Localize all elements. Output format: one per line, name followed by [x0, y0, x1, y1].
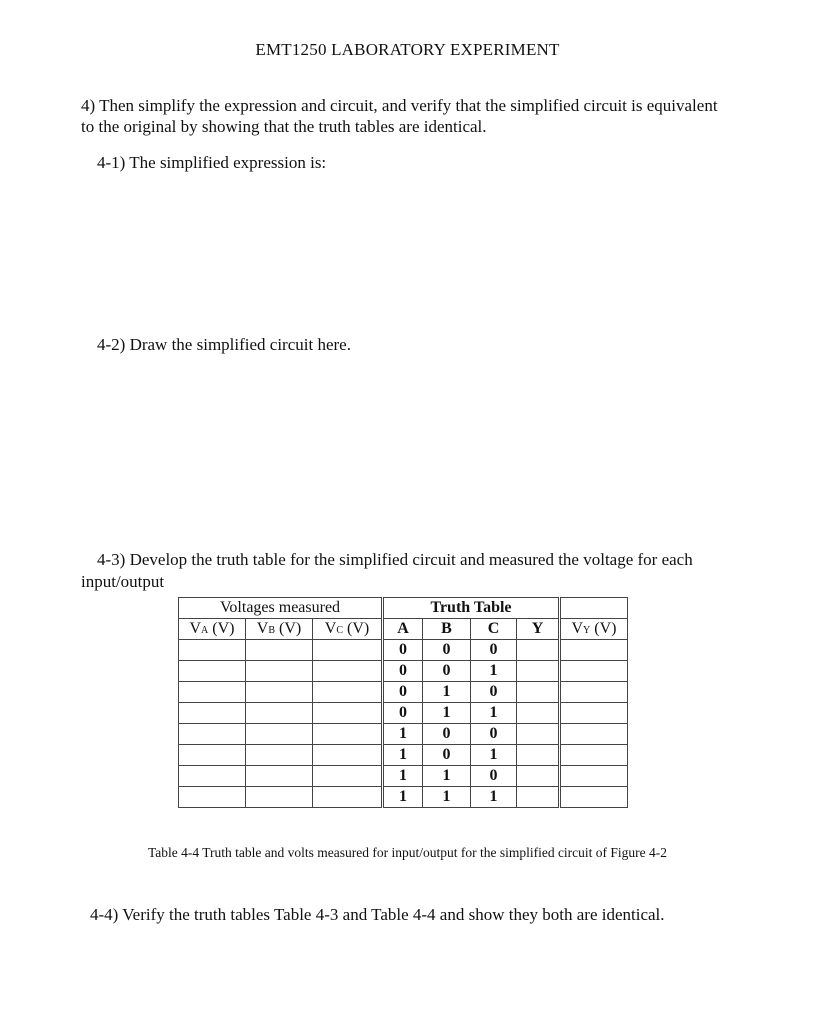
a-cell: 1 [383, 724, 423, 745]
a-cell: 0 [383, 703, 423, 724]
vc-cell[interactable] [313, 787, 383, 808]
table-row [179, 787, 628, 808]
c-cell: 0 [471, 766, 517, 787]
table-row [179, 682, 628, 703]
question-4-2-text: 4-2) Draw the simplified circuit here. [97, 335, 351, 354]
va-cell[interactable] [179, 703, 246, 724]
vy-column-header: VY (V) [560, 619, 628, 640]
table-row [179, 766, 628, 787]
vy-group-header-empty [560, 598, 628, 619]
a-cell: 0 [383, 661, 423, 682]
c-column-header: C [471, 619, 517, 640]
vy-cell[interactable] [560, 640, 628, 661]
vy-cell[interactable] [560, 724, 628, 745]
va-cell[interactable] [179, 724, 246, 745]
table-row [179, 703, 628, 724]
y-column-header: Y [517, 619, 560, 640]
vb-cell[interactable] [246, 787, 313, 808]
b-cell: 0 [423, 724, 471, 745]
c-cell: 0 [471, 682, 517, 703]
truth-table [178, 597, 628, 808]
vy-cell[interactable] [560, 703, 628, 724]
table-row [179, 640, 628, 661]
vb-cell[interactable] [246, 766, 313, 787]
vy-cell[interactable] [560, 787, 628, 808]
vb-cell[interactable] [246, 703, 313, 724]
a-column-header: A [383, 619, 423, 640]
vy-cell[interactable] [560, 745, 628, 766]
table-row [179, 745, 628, 766]
a-cell: 1 [383, 787, 423, 808]
y-cell[interactable] [517, 745, 560, 766]
vy-cell[interactable] [560, 661, 628, 682]
vy-cell[interactable] [560, 682, 628, 703]
va-cell[interactable] [179, 766, 246, 787]
c-cell: 1 [471, 745, 517, 766]
question-4-1-text: 4-1) The simplified expression is: [97, 153, 327, 172]
y-cell[interactable] [517, 661, 560, 682]
vb-cell[interactable] [246, 682, 313, 703]
table-caption: Table 4-4 Truth table and volts measured for input/output for the simplified circuit of Figure 4-2 [147, 845, 668, 860]
c-cell: 1 [471, 703, 517, 724]
c-cell: 0 [471, 640, 517, 661]
truth-table-header: Truth Table [383, 598, 560, 619]
vc-cell[interactable] [313, 724, 383, 745]
va-cell[interactable] [179, 787, 246, 808]
vc-column-header: VC (V) [313, 619, 383, 640]
va-cell[interactable] [179, 682, 246, 703]
vb-column-header: VB (V) [246, 619, 313, 640]
b-cell: 0 [423, 661, 471, 682]
a-cell: 0 [383, 640, 423, 661]
b-cell: 1 [423, 682, 471, 703]
b-cell: 1 [423, 766, 471, 787]
b-column-header: B [423, 619, 471, 640]
va-cell[interactable] [179, 745, 246, 766]
vb-cell[interactable] [246, 745, 313, 766]
b-cell: 1 [423, 787, 471, 808]
question-4-3-text: 4-3) Develop the truth table for the simplified circuit and measured the voltage for each [97, 550, 693, 569]
y-cell[interactable] [517, 724, 560, 745]
y-cell[interactable] [517, 787, 560, 808]
b-cell: 0 [423, 745, 471, 766]
table-row [179, 661, 628, 682]
va-cell[interactable] [179, 661, 246, 682]
voltages-measured-header: Voltages measured [179, 598, 383, 619]
vb-cell[interactable] [246, 661, 313, 682]
question-4-text: 4) Then simplify the expression and circuit, and verify that the simplified circuit is equivalent to the original by showing that the truth tables are identical. [81, 96, 718, 136]
table-group-header-row [179, 598, 628, 619]
c-cell: 0 [471, 724, 517, 745]
a-cell: 0 [383, 682, 423, 703]
b-cell: 0 [423, 640, 471, 661]
y-cell[interactable] [517, 766, 560, 787]
a-cell: 1 [383, 745, 423, 766]
question-4-3-text-continued: input/output [81, 572, 165, 591]
y-cell[interactable] [517, 682, 560, 703]
table-column-header-row [179, 619, 628, 640]
vb-cell[interactable] [246, 640, 313, 661]
vc-cell[interactable] [313, 640, 383, 661]
vc-cell[interactable] [313, 661, 383, 682]
vc-cell[interactable] [313, 703, 383, 724]
page-header: EMT1250 LABORATORY EXPERIMENT [255, 40, 560, 59]
vc-cell[interactable] [313, 682, 383, 703]
va-column-header: VA (V) [179, 619, 246, 640]
a-cell: 1 [383, 766, 423, 787]
va-cell[interactable] [179, 640, 246, 661]
table-row [179, 724, 628, 745]
question-4-4-text: 4-4) Verify the truth tables Table 4-3 and Table 4-4 and show they both are identical. [90, 905, 665, 924]
c-cell: 1 [471, 661, 517, 682]
b-cell: 1 [423, 703, 471, 724]
y-cell[interactable] [517, 703, 560, 724]
vc-cell[interactable] [313, 766, 383, 787]
vc-cell[interactable] [313, 745, 383, 766]
vy-cell[interactable] [560, 766, 628, 787]
y-cell[interactable] [517, 640, 560, 661]
vb-cell[interactable] [246, 724, 313, 745]
c-cell: 1 [471, 787, 517, 808]
